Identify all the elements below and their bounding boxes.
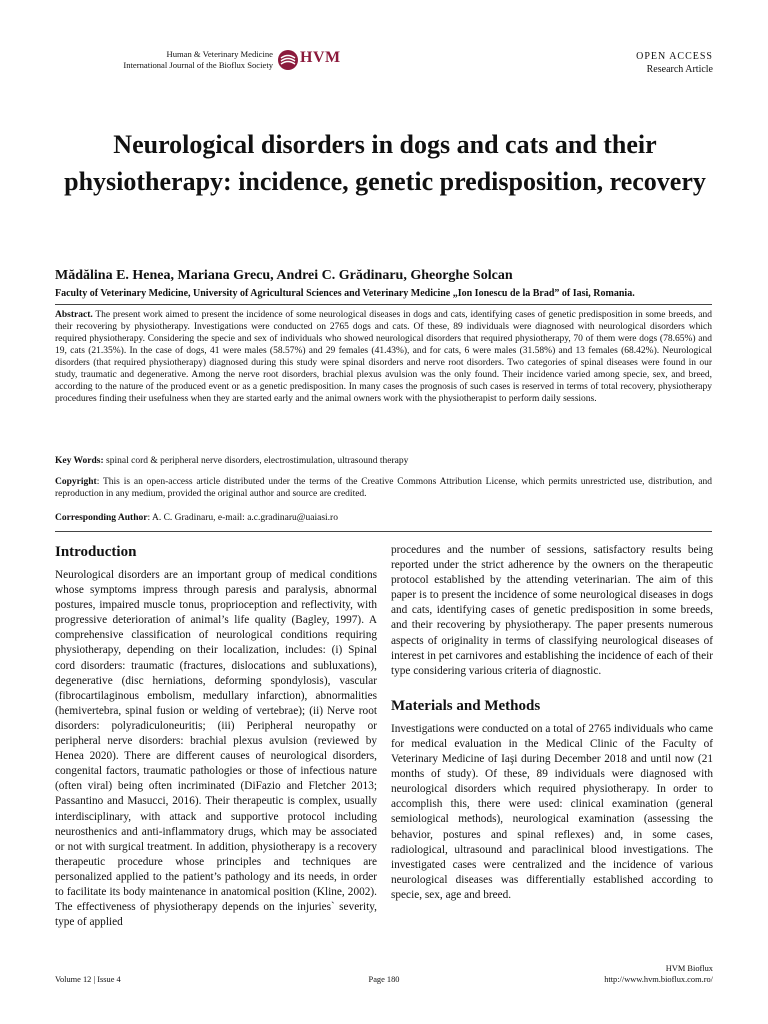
keywords: [55, 455, 712, 467]
keywords-text: spinal cord & peripheral nerve disorders, electrostimulation, ultrasound therapy: [106, 456, 409, 466]
introduction-text: Neurological disorders are an important group of medical conditions whose symptoms impress through paresis and paralysis, abnormal postures, impaired muscle tonus, proprioception and reflectivity, with progressive deterioration of animal’s life quality (Bagley, 1997). A comprehensive classification of neurological conditions requiring physiotherapy, depending on their localization, includes: (i) Spinal cord disorders: traumatic (fractures, dislocations and subluxations), degenerative (disc herniations, deforming spondylosis), vascular (fibrocartilaginous embolism, medullary infarction), abnormalities (hemivertebra, spinal fusion or welding of vertebrae); (ii) Nerve root disorders: polyradiculoneuritis; (iii) Peripheral neuropathy or peripheral nerve disorders: brachial plexus avulsion (reviewed by Henea 2020). There are different causes of neurological disorders, congenital factors, traumatic pathologies or those of infectious nature (often viral) being often incriminated (DiFazio and Fletcher 2013; Passantino and Masucci, 2016). Their therapeutic is complex, usually interdisciplinary, with attack and supportive protocol including neurosthenics and anti-inflammatory drugs, which may be associated or not with surgical treatment. In addition, physiotherapy is a recovery therapeutic procedure whose principles and techniques are personalized applied to the patient’s pathology and its needs, in order to facilitate its body maintenance in anatomical position (Kline, 2002). The effectiveness of physiotherapy depends on the injuries` severity, type of applied: [55, 569, 377, 929]
right-column: [391, 543, 713, 903]
divider-bottom: [55, 531, 712, 532]
publisher-name: HVM Bioflux: [665, 964, 713, 973]
publisher-info: [604, 963, 713, 985]
methods-heading: Materials and Methods: [391, 697, 541, 714]
section-gap: [391, 679, 713, 697]
introduction-heading: Introduction: [55, 544, 137, 560]
abstract-text: The present work aimed to present the incidence of some neurological diseases in dogs and cats, identifying cases of genetic predisposition in some breeds, and their recovering by physiotherapy. Investigations were conducted on 2765 dogs and cats. Of these, 89 individuals were diagnosed with neurological disorders which required physiotherapy. Considering the specie and sex of individuals who showed neurological disorders that required physiotherapy, 70 of them were dogs (78.65%) and 19, cats (21.35%). In the case of dogs, 41 were males (58.57%) and 29 females (41.43%), and for cats, 6 were males (31.58%) and 13 females (68.42%). Neurological disorders (that required physiotherapy) diagnosed during this study were spinal disorders and nerve root disorders. Two categories of spinal diseases were found in our study, traumatic and degenerative. Among the nerve root disorders, brachial plexus avulsion was the only found. Their incidence varied among specie, sex, and breed, according to the nature of the produced event or as a genetic predisposition. In many cases the prognosis of such cases is reserved in terms of total recovery, physiotherapy procedures finding their usefulness when they are started early and the animal owners work with the physiotherapist to perform daily sessions.: [55, 310, 712, 404]
introduction-continued: procedures and the number of sessions, satisfactory results being reported under the strict adherence by the owners on the therapeutic protocol established by the attending veterinarian. The aim of this paper is to present the incidence of some neurological diseases in dogs and cats, identifying cases of genetic predisposition in some breeds, and their recovering by physiotherapy. The paper presents numerous aspects of originality in terms of classifying neurological diseases of interest in pet carnivores and establishing the incidence of each of their type considering various criteria of diagnostic.: [391, 544, 713, 677]
journal-line-1: Human & Veterinary Medicine: [166, 49, 273, 59]
journal-url[interactable]: http://www.hvm.bioflux.com.ro/: [604, 975, 713, 984]
keywords-label: Key Words:: [55, 456, 104, 466]
article-title: Neurological disorders in dogs and cats and their physiotherapy: incidence, genetic predisposition, recovery: [64, 130, 706, 196]
hvm-logo: [277, 49, 347, 71]
copyright-text: : This is an open-access article distributed under the terms of the Creative Commons Attribution License, which permits unrestricted use, distribution, and reproduction in any medium, provided the original author and source are credited.: [55, 477, 712, 499]
journal-name: [90, 49, 273, 71]
journal-line-2: International Journal of the Bioflux Society: [123, 60, 273, 70]
methods-text: Investigations were conducted on a total of 2765 individuals who came for medical evaluation in the Medical Clinic of the Faculty of Veterinary Medicine of Iaşi during December 2018 and until now (21 months of study). Of these, 89 individuals were diagnosed with neurological disorders which required physiotherapy. In order to accomplish this, there were used: clinical examination (general semiological methods), neurological examination (assessing the behavior, postures and spinal reflexes) and, in some cases, radiological, ultrasound and paraclinical blood investigations. The investigated cases were centralized and the incidence of various neurological diseases was differentially established according to specie, sex, age and breed.: [391, 722, 713, 901]
logo-text: HVM: [300, 49, 341, 66]
divider-top: [55, 304, 712, 305]
affiliation: Faculty of Veterinary Medicine, University of Agricultural Sciences and Veterinary Medicine „Ion Ionescu de la Brad” of Iasi, Romania.: [55, 288, 635, 299]
hvm-swirl-icon: [277, 49, 299, 71]
corresponding-text: : A. C. Gradinaru, e-mail: a.c.gradinaru@uaiasi.ro: [147, 513, 338, 523]
copyright-label: Copyright: [55, 477, 97, 487]
open-access-label: OPEN ACCESS: [636, 51, 713, 62]
author-list: Mădălina E. Henea, Mariana Grecu, Andrei C. Grădinaru, Gheorghe Solcan: [55, 268, 513, 283]
article-type: Research Article: [646, 64, 713, 75]
left-column: [55, 543, 377, 930]
abstract-label: Abstract.: [55, 310, 93, 320]
corresponding-author: [55, 512, 712, 524]
volume-issue: Volume 12 | Issue 4: [55, 975, 121, 984]
page-header: [0, 46, 768, 82]
article-meta: [636, 50, 713, 76]
corresponding-label: Corresponding Author: [55, 513, 148, 523]
abstract: [55, 309, 712, 405]
copyright: [55, 476, 712, 500]
page-footer: [0, 960, 768, 990]
page-number: Page 180: [368, 975, 400, 984]
